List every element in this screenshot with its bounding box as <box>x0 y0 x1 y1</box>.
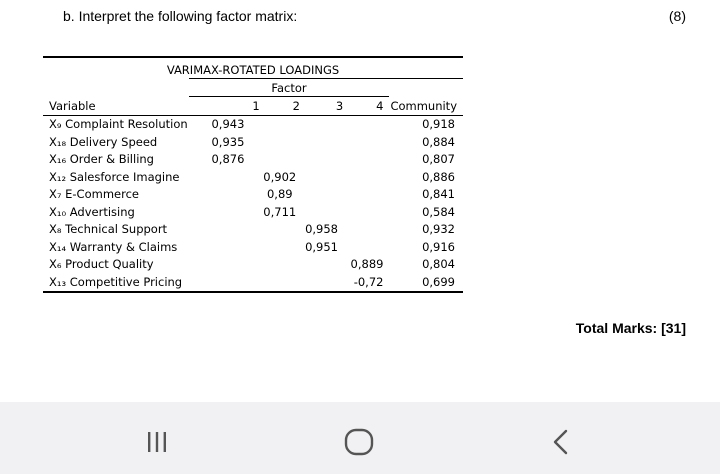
table-row <box>43 133 463 151</box>
table-row <box>43 273 463 291</box>
loading-factor-2 <box>260 238 300 256</box>
variable-name: X₁₀ Advertising <box>49 204 135 219</box>
table-row <box>43 151 463 169</box>
loading-factor-3 <box>300 203 343 221</box>
community-value: 0,807 <box>422 152 455 167</box>
home-icon <box>343 427 375 457</box>
loading-factor-4 <box>343 151 383 169</box>
loading-factor-2 <box>260 151 300 169</box>
loading-factor-3: 0,951 <box>305 239 339 254</box>
variable-name: X₆ Product Quality <box>49 257 154 272</box>
variable-name: X₇ E-Commerce <box>49 187 139 202</box>
variable-name: X₁₈ Delivery Speed <box>49 134 158 149</box>
table-row <box>43 186 463 204</box>
community-value: 0,804 <box>422 257 455 272</box>
table-header-row <box>43 97 463 115</box>
loading-factor-2 <box>260 256 300 274</box>
loading-factor-4 <box>343 221 383 239</box>
table-title: VARIMAX-ROTATED LOADINGS <box>166 63 340 77</box>
loading-factor-3 <box>300 115 343 133</box>
navigation-bar <box>0 402 720 474</box>
header-factor-2: 2 <box>260 97 300 115</box>
home-button[interactable] <box>339 424 379 460</box>
recent-apps-icon <box>144 429 170 455</box>
back-button[interactable] <box>541 424 581 460</box>
table-bottom-rule <box>43 291 463 293</box>
loading-factor-1 <box>188 221 259 239</box>
loading-factor-1 <box>188 238 259 256</box>
community-value: 0,841 <box>422 187 455 202</box>
community-value: 0,886 <box>422 169 455 184</box>
table-row <box>43 168 463 186</box>
header-community: Community <box>383 97 463 115</box>
community-value: 0,918 <box>422 117 455 132</box>
variable-name: X₁₂ Salesforce Imagine <box>49 169 180 184</box>
question-marks: (8) <box>668 8 686 24</box>
factor-label: Factor <box>271 81 307 95</box>
loading-factor-4 <box>343 238 383 256</box>
loading-factor-4 <box>343 133 383 151</box>
loading-factor-3 <box>300 186 343 204</box>
loading-factor-3 <box>300 151 343 169</box>
header-variable: Variable <box>43 97 188 115</box>
loading-factor-2 <box>260 221 300 239</box>
variable-name: X₁₄ Warranty & Claims <box>49 239 178 254</box>
loading-factor-4 <box>343 186 383 204</box>
variable-name: X₁₃ Competitive Pricing <box>49 274 183 289</box>
loading-factor-1 <box>188 186 259 204</box>
loading-factor-3 <box>300 168 343 186</box>
loadings-table <box>43 97 463 291</box>
loading-factor-2 <box>260 273 300 291</box>
loading-factor-1 <box>188 256 259 274</box>
loading-factor-1: 0,943 <box>211 117 245 132</box>
variable-name: X₈ Technical Support <box>49 222 168 237</box>
loading-factor-3 <box>300 256 343 274</box>
loading-factor-4 <box>343 115 383 133</box>
header-factor-4: 4 <box>343 97 383 115</box>
recent-apps-button[interactable] <box>137 424 177 460</box>
table-row <box>43 256 463 274</box>
community-value: 0,884 <box>422 134 455 149</box>
loading-factor-2: 0,89 <box>266 187 293 202</box>
question-text: b. Interpret the following factor matrix: <box>63 8 298 24</box>
loading-factor-3: 0,958 <box>305 222 339 237</box>
loading-factor-3 <box>300 133 343 151</box>
community-value: 0,916 <box>422 239 455 254</box>
back-icon <box>548 428 574 456</box>
loading-factor-1: 0,935 <box>211 134 245 149</box>
loading-factor-3 <box>300 273 343 291</box>
total-marks: Total Marks: [31] <box>575 320 686 336</box>
variable-name: X₉ Complaint Resolution <box>49 117 188 132</box>
community-value: 0,584 <box>422 204 455 219</box>
header-factor-1: 1 <box>188 97 259 115</box>
factor-matrix <box>43 56 463 293</box>
table-row <box>43 221 463 239</box>
loading-factor-2: 0,711 <box>263 204 297 219</box>
community-value: 0,699 <box>422 274 455 289</box>
table-row <box>43 115 463 133</box>
loading-factor-2 <box>260 133 300 151</box>
variable-name: X₁₆ Order & Billing <box>49 152 154 167</box>
loading-factor-4 <box>343 203 383 221</box>
loading-factor-1 <box>188 273 259 291</box>
loading-factor-1: 0,876 <box>211 152 245 167</box>
table-row <box>43 203 463 221</box>
community-value: 0,932 <box>422 222 455 237</box>
loading-factor-4 <box>343 168 383 186</box>
loading-factor-1 <box>188 203 259 221</box>
table-row <box>43 238 463 256</box>
loading-factor-1 <box>188 168 259 186</box>
header-factor-3: 3 <box>300 97 343 115</box>
loading-factor-4: -0,72 <box>353 274 384 289</box>
loading-factor-2 <box>260 115 300 133</box>
loading-factor-2: 0,902 <box>263 169 297 184</box>
loading-factor-4: 0,889 <box>350 257 384 272</box>
